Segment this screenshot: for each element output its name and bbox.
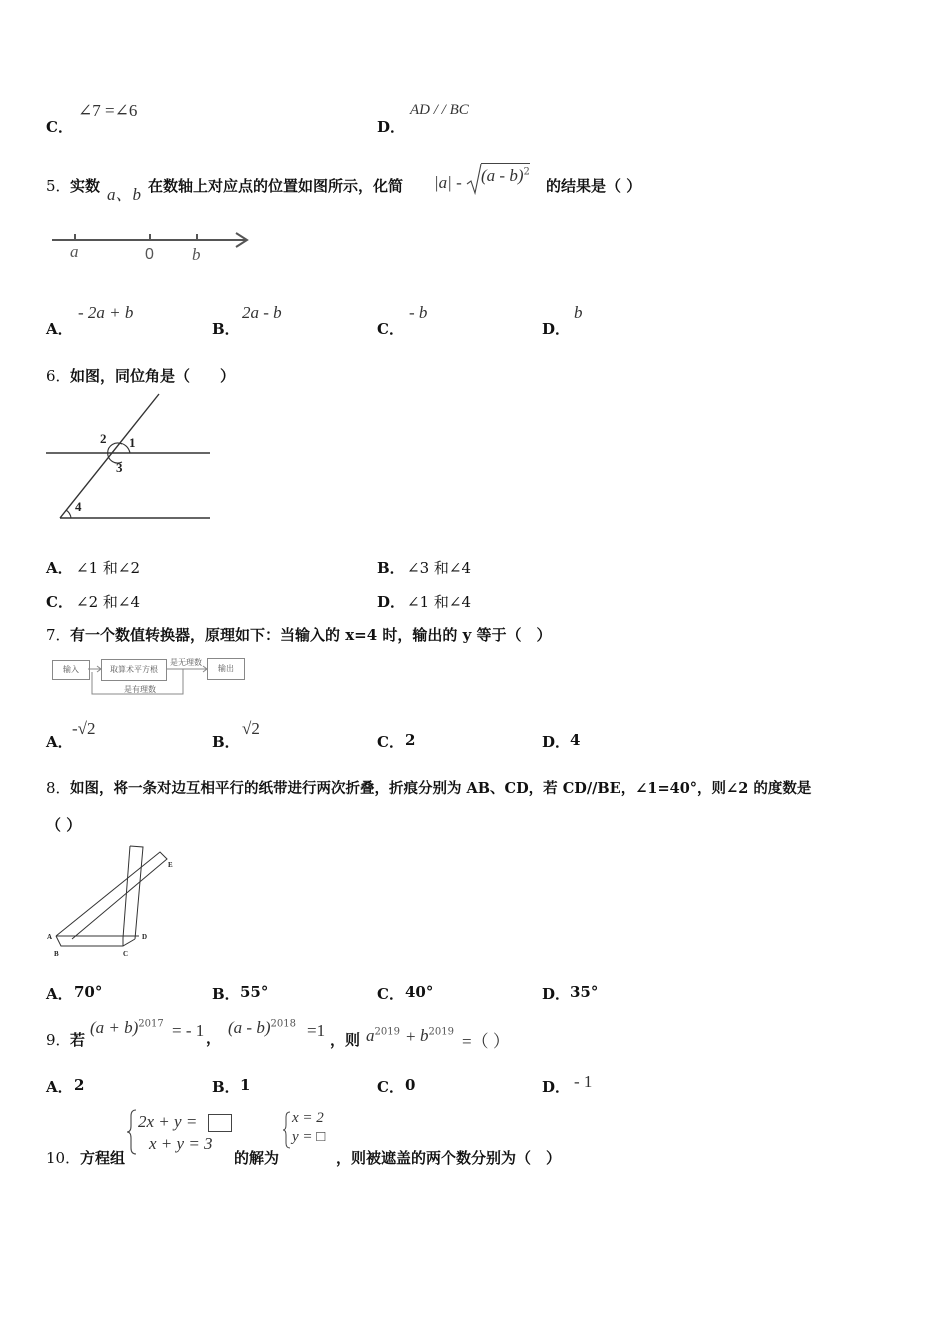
q8-option-d-value: 35° xyxy=(570,983,599,1001)
q5-option-d-label: D． xyxy=(542,320,571,338)
q9-option-a-label: A． xyxy=(46,1078,73,1096)
angle-label-3: 3 xyxy=(116,460,123,475)
q9-rhs2: =1 xyxy=(307,1021,326,1040)
q8-option-c-value: 40° xyxy=(405,983,434,1001)
q6-option-a-label: A． xyxy=(46,559,73,577)
q10-text3: ，则被遮盖的两个数分别为（ ） xyxy=(336,1149,562,1167)
q9-expr1: $(a + b)^{2017}$ xyxy=(90,1018,164,1037)
flow-irrational-label: 是无理数 xyxy=(170,658,202,667)
q8-text: 如图，将一条对边互相平行的纸带进行两次折叠，折痕分别为 AB、CD，若 CD//BE，∠1=40°，则∠2 的度数是 xyxy=(70,780,812,797)
q7-option-d-label: D． xyxy=(542,733,571,751)
q9-sep: ， xyxy=(206,1029,222,1047)
q6-option-b-label: B． xyxy=(377,559,405,577)
point-label-B: B xyxy=(54,950,59,958)
q10-sys1-line2: x + y = 3 xyxy=(149,1134,213,1153)
q9-number: 9． xyxy=(46,1031,71,1049)
q7-option-b-label: B． xyxy=(212,733,240,751)
flow-arrows xyxy=(86,660,212,696)
flow-process-box: 取算术平方根 xyxy=(101,659,167,681)
q5-option-c-label: C． xyxy=(377,320,404,338)
q6-option-c-label: C． xyxy=(46,593,73,611)
point-label-A: A xyxy=(47,933,53,941)
q6-number: 6． xyxy=(46,367,71,385)
q10-number: 10． xyxy=(46,1149,81,1167)
q6-figure xyxy=(44,392,214,524)
q9-plus: + xyxy=(406,1027,416,1046)
q8-option-a-value: 70° xyxy=(74,983,103,1001)
q8-option-d-label: D． xyxy=(542,985,571,1003)
q9-rhs1: = - 1 xyxy=(172,1021,205,1040)
q7-option-a-label: A． xyxy=(46,733,73,751)
point-label-D: D xyxy=(142,933,148,941)
q9-expr2: (a - b)$^{2018}$ xyxy=(228,1018,296,1037)
flow-input-box: 输入 xyxy=(52,660,90,680)
sqrt-symbol-icon xyxy=(466,162,482,196)
q5-vars: a、b xyxy=(107,185,141,204)
q4-option-d-expr: AD / / BC xyxy=(410,102,469,118)
flow-rational-label: 是有理数 xyxy=(124,685,156,694)
brace-icon-2 xyxy=(282,1110,292,1150)
q4-option-c-label: C． xyxy=(46,118,73,136)
q5-sqrt-content: (a - b)$^2$ xyxy=(481,163,530,186)
q9-tail: =（ ） xyxy=(462,1032,510,1051)
q9-if: 若 xyxy=(70,1031,86,1049)
q5-option-b-label: B． xyxy=(212,320,240,338)
q9-option-b-value: 1 xyxy=(240,1076,251,1094)
q6-option-b-value: ∠3 和∠4 xyxy=(407,559,471,577)
q7-option-c-value: 2 xyxy=(405,731,416,749)
flow-output-box: 输出 xyxy=(207,658,245,680)
q8-option-c-label: C． xyxy=(377,985,404,1003)
q9-option-a-value: 2 xyxy=(74,1076,85,1094)
q8-option-b-label: B． xyxy=(212,985,240,1003)
point-label-E: E xyxy=(168,861,173,869)
q5-number-line xyxy=(50,226,255,266)
q8-number: 8． xyxy=(46,779,71,797)
q5-option-a-value: - 2a + b xyxy=(78,303,134,322)
q7-option-b-value: √2 xyxy=(242,719,260,738)
q5-option-d-value: b xyxy=(574,303,583,322)
q8-option-a-label: A． xyxy=(46,985,73,1003)
q10-sys2-line1: x = 2 xyxy=(292,1110,324,1126)
q10-text2: 的解为 xyxy=(234,1149,280,1167)
q9-then: ，则 xyxy=(330,1031,361,1049)
q5-option-b-value: 2a - b xyxy=(242,303,282,322)
label-b: b xyxy=(192,245,201,264)
q9-option-d-value: - 1 xyxy=(574,1072,593,1091)
q5-text-after: 的结果是（ ） xyxy=(546,177,642,195)
angle-label-4: 4 xyxy=(75,499,82,514)
q6-text: 如图，同位角是（ ） xyxy=(70,367,236,385)
q5-number: 5． xyxy=(46,177,71,195)
q10-sys1-line1: 2x + y = xyxy=(138,1112,198,1131)
q5-option-a-label: A． xyxy=(46,320,73,338)
q8-figure xyxy=(44,842,184,960)
q5-text-before: 实数 xyxy=(70,177,101,195)
angle-label-2: 2 xyxy=(100,431,107,446)
q7-option-d-value: 4 xyxy=(570,731,581,749)
q9-expr3b: $b^{2019}$ xyxy=(420,1026,454,1045)
q7-text: 有一个数值转换器，原理如下：当输入的 x=4 时，输出的 y 等于（ ） xyxy=(70,626,552,644)
covered-box-icon xyxy=(208,1114,232,1132)
q9-option-d-label: D． xyxy=(542,1078,571,1096)
q9-option-c-label: C． xyxy=(377,1078,404,1096)
q4-option-c-expr: ∠7 =∠6 xyxy=(78,101,138,120)
q5-option-c-value: - b xyxy=(409,303,428,322)
q6-option-d-value: ∠1 和∠4 xyxy=(407,593,471,611)
point-label-C: C xyxy=(123,950,129,958)
q6-option-c-value: ∠2 和∠4 xyxy=(76,593,140,611)
label-a: a xyxy=(70,242,79,261)
q4-option-d-label: D． xyxy=(377,118,406,136)
label-0: 0 xyxy=(145,246,154,263)
q7-option-a-value: -√2 xyxy=(72,719,96,738)
q5-text-mid: 在数轴上对应点的位置如图所示，化简 xyxy=(148,177,404,195)
q7-option-c-label: C． xyxy=(377,733,404,751)
q7-number: 7． xyxy=(46,626,71,644)
q8-option-b-value: 55° xyxy=(240,983,269,1001)
q9-expr3a: $a^{2019}$ xyxy=(366,1026,400,1045)
q5-expr-abs: |a| - xyxy=(434,173,462,192)
q9-option-b-label: B． xyxy=(212,1078,240,1096)
q9-option-c-value: 0 xyxy=(405,1076,416,1094)
q10-sys2-line2: y = □ xyxy=(292,1129,326,1145)
q8-text-cont: （ ） xyxy=(46,816,82,834)
q10-text1: 方程组 xyxy=(80,1149,126,1167)
q6-option-a-value: ∠1 和∠2 xyxy=(76,559,140,577)
brace-icon xyxy=(126,1108,138,1156)
q6-option-d-label: D． xyxy=(377,593,406,611)
angle-label-1: 1 xyxy=(129,435,136,450)
